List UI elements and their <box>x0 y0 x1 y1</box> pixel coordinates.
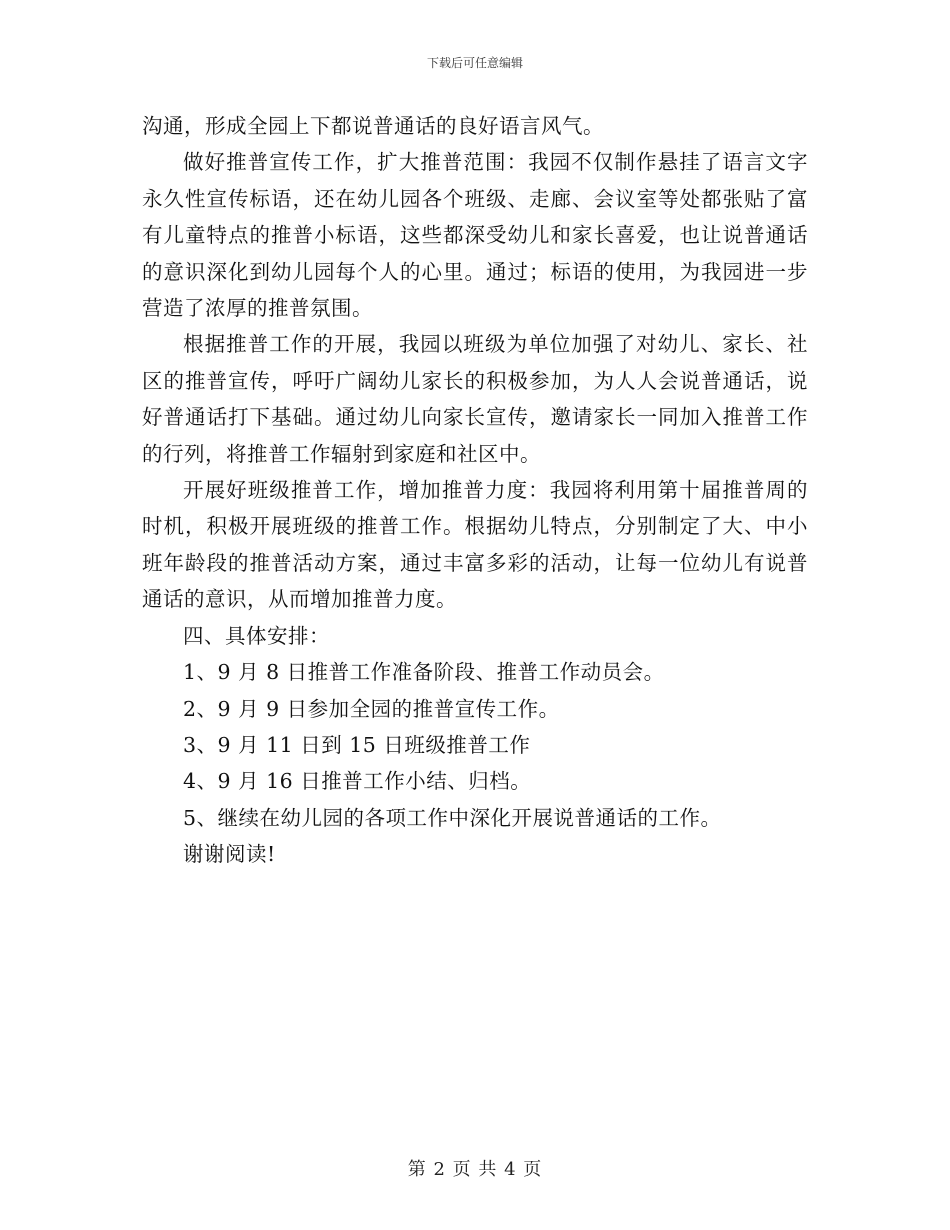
closing-thanks: 谢谢阅读! <box>183 842 276 867</box>
paragraph-community: 根据推普工作的开展，我园以班级为单位加强了对幼儿、家长、社区的推普宣传，呼吁广阔幼儿家长的积极参加，为人人会说普通话，说好普通话打下基础。通过幼儿向家长宣传，邀请家长一同加入推普工作的行列，将推普工作辐射到家庭和社区中。 <box>142 332 808 466</box>
schedule-item-4: 4、9 月 16 日推普工作小结、归档。 <box>183 769 532 794</box>
paragraph-class-work: 开展好班级推普工作，增加推普力度：我园将利用第十届推普周的时机，积极开展班级的推普工作。根据幼儿特点，分别制定了大、中小班年龄段的推普活动方案，通过丰富多彩的活动，让每一位幼儿有说普通话的意识，从而增加推普力度。 <box>142 478 808 612</box>
section-heading-schedule: 四、具体安排： <box>183 623 330 648</box>
schedule-item-5: 5、继续在幼儿园的各项工作中深化开展说普通话的工作。 <box>183 805 722 830</box>
paragraph-continuation: 沟通，形成全园上下都说普通话的良好语言风气。 <box>142 114 604 138</box>
schedule-item-1: 1、9 月 8 日推普工作准备阶段、推普工作动员会。 <box>183 660 665 685</box>
page-number: 第 2 页 共 4 页 <box>407 1159 543 1180</box>
document-body <box>142 108 808 873</box>
schedule-item-3: 3、9 月 11 日到 15 日班级推普工作 <box>183 732 531 757</box>
page-header: 下载后可任意编辑 <box>426 56 523 70</box>
paragraph-publicity: 做好推普宣传工作，扩大推普范围：我园不仅制作悬挂了语言文字永久性宣传标语，还在幼儿园各个班级、走廊、会议室等处都张贴了富有儿童特点的推普小标语，这些都深受幼儿和家长喜爱，也让说普通话的意识深化到幼儿园每个人的心里。通过；标语的使用，为我园进一步营造了浓厚的推普氛围。 <box>142 150 808 321</box>
schedule-item-2: 2、9 月 9 日参加全园的推普宣传工作。 <box>183 696 560 721</box>
